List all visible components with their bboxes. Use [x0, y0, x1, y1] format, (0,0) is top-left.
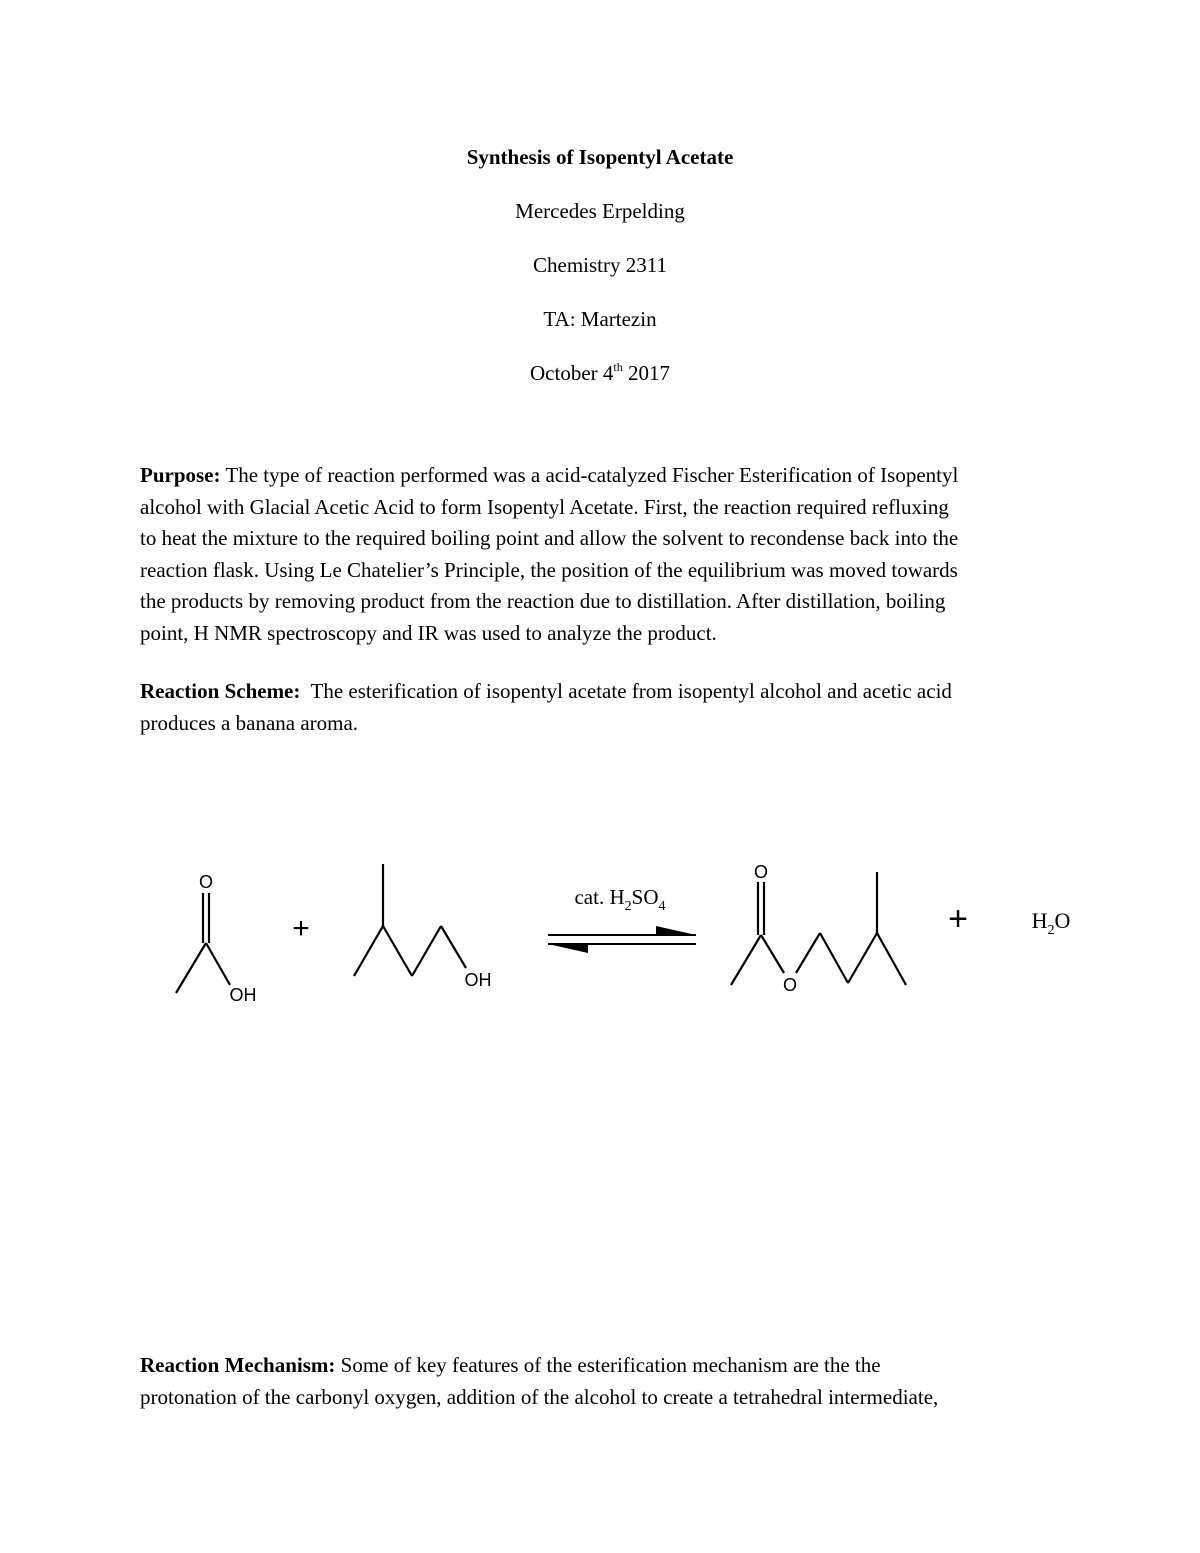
purpose-paragraph [140, 460, 1070, 649]
catalyst-subscript-2: 4 [658, 899, 666, 914]
ester-oxygen: O [782, 975, 798, 995]
course-name: Chemistry 2311 [533, 253, 667, 277]
ester-carbonyl-oxygen: O [753, 862, 769, 882]
plus-sign-1: + [292, 912, 310, 945]
document-title: Synthesis of Isopentyl Acetate [466, 145, 734, 169]
water-subscript: 2 [1047, 923, 1055, 938]
ta-name: TA: Martezin [543, 307, 657, 331]
purpose-line-1 [140, 460, 1070, 492]
purpose-label: Purpose: [140, 463, 221, 487]
water-h: H [1031, 908, 1048, 933]
catalyst-label [574, 885, 665, 914]
purpose-line-5: the products by removing product from the reaction due to distillation. After distillation, boiling [140, 589, 946, 613]
isopentyl-alcohol-structure [354, 864, 466, 976]
scheme-text-1: The esterification of isopentyl acetate from isopentyl alcohol and acetic acid [300, 679, 952, 703]
equilibrium-arrow-icon [548, 926, 696, 953]
mechanism-line-2: protonation of the carbonyl oxygen, addition of the alcohol to create a tetrahedral intermediate, [140, 1384, 939, 1409]
author-name: Mercedes Erpelding [515, 199, 685, 223]
reaction-scheme-paragraph [140, 676, 1070, 739]
catalyst-prefix: cat. H [574, 885, 625, 909]
reaction-mechanism-label: Reaction Mechanism: [140, 1353, 336, 1377]
purpose-line-3: to heat the mixture to the required boiling point and allow the solvent to recondense back into the [140, 526, 959, 550]
isopentyl-alcohol-hydroxyl: OH [464, 970, 492, 990]
acetic-acid-hydroxyl: OH [229, 985, 257, 1005]
reaction-mechanism-paragraph [140, 1350, 1070, 1413]
acetic-acid-carbonyl-oxygen: O [198, 872, 214, 892]
reaction-scheme-diagram [0, 850, 1200, 1020]
purpose-line-6: point, H NMR spectroscopy and IR was used to analyze the product. [140, 620, 717, 645]
purpose-text-1: The type of reaction performed was a acid-catalyzed Fischer Esterification of Isopentyl [220, 463, 959, 487]
date-suffix: 2017 [622, 361, 670, 385]
catalyst-middle: SO [631, 885, 659, 909]
date-prefix: October 4 [530, 361, 614, 385]
water-o: O [1054, 908, 1071, 933]
report-date [0, 360, 1200, 386]
mechanism-text-1: Some of key features of the esterification mechanism are the the [335, 1353, 881, 1377]
date-superscript: th [613, 360, 623, 374]
isopentyl-acetate-structure [731, 872, 906, 985]
water-formula [1032, 908, 1071, 938]
acetic-acid-structure [176, 893, 230, 993]
reaction-scheme-label: Reaction Scheme: [140, 679, 301, 703]
mechanism-line-1 [140, 1350, 1070, 1382]
purpose-line-4: reaction flask. Using Le Chatelier’s Principle, the position of the equilibrium was moved towards [140, 557, 958, 582]
catalyst-subscript-1: 2 [624, 899, 632, 914]
scheme-line-2: produces a banana aroma. [140, 710, 359, 735]
plus-sign-2: + [948, 900, 968, 938]
purpose-line-2: alcohol with Glacial Acetic Acid to form Isopentyl Acetate. First, the reaction required refluxing [140, 494, 949, 519]
scheme-line-1 [140, 676, 1070, 708]
